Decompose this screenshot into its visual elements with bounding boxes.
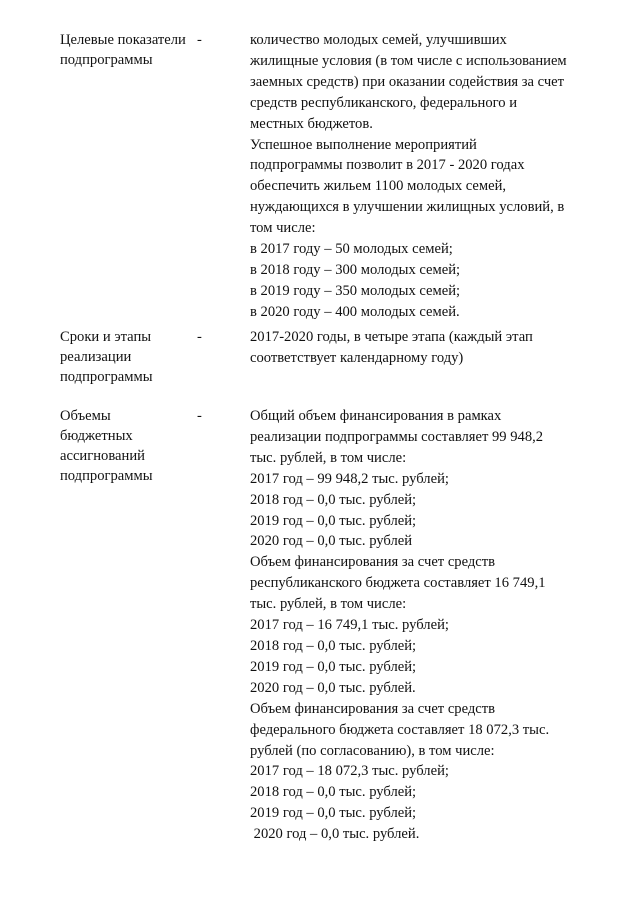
content-line: Общий объем финансирования в рамках (250, 408, 502, 424)
content-line: Успешное выполнение мероприятий (250, 136, 477, 153)
content-line: местных бюджетов. (250, 115, 373, 132)
content-line: 2018 год – 0,0 тыс. рублей; (250, 491, 417, 508)
content-line: в 2017 году – 50 молодых семей; (250, 241, 453, 258)
content-line: 2017 год – 99 948,2 тыс. рублей; (250, 470, 449, 487)
label-line: подпрограммы (60, 52, 153, 68)
content-line: 2018 год – 0,0 тыс. рублей; (250, 637, 417, 654)
content-line: средств республиканского, федерального и (250, 94, 518, 111)
content-line: нуждающихся в улучшении жилищных условий, в (250, 199, 565, 216)
content-line: том числе: (250, 220, 316, 237)
content-line: соответствует календарному году) (250, 349, 464, 366)
content-line: реализации подпрограммы составляет 99 948,2 (250, 428, 544, 445)
content-line: 2020 год – 0,0 тыс. рублей. (250, 679, 416, 696)
content-line: Объем финансирования за счет средств (250, 700, 496, 717)
content-line: количество молодых семей, улучшивших (250, 32, 507, 48)
content-line: 2020 год – 0,0 тыс. рублей (250, 533, 413, 550)
content-line: Объем финансирования за счет средств (250, 554, 496, 571)
content-line: подпрограммы позволит в 2017 - 2020 годах (250, 157, 525, 174)
section-content (250, 327, 610, 369)
label-line: Объемы (60, 408, 111, 424)
dash-separator: - (197, 329, 202, 345)
section-label (60, 30, 190, 70)
section-label (60, 327, 190, 387)
content-line: 2017 год – 18 072,3 тыс. рублей; (250, 763, 449, 780)
content-line: в 2018 году – 300 молодых семей; (250, 261, 461, 278)
section-content (250, 406, 610, 845)
content-line: 2019 год – 0,0 тыс. рублей; (250, 512, 417, 529)
content-line: тыс. рублей, в том числе: (250, 449, 407, 466)
content-line: обеспечить жильем 1100 молодых семей, (250, 178, 507, 195)
section-label (60, 406, 190, 486)
label-line: подпрограммы (60, 369, 153, 385)
content-line: рублей (по согласованию), в том числе: (250, 742, 495, 759)
content-line: 2017-2020 годы, в четыре этапа (каждый этап (250, 329, 533, 345)
label-line: подпрограммы (60, 468, 153, 484)
content-line: 2019 год – 0,0 тыс. рублей; (250, 658, 417, 675)
content-line: тыс. рублей, в том числе: (250, 596, 407, 613)
content-line: 2019 год – 0,0 тыс. рублей; (250, 805, 417, 822)
content-line: жилищные условия (в том числе с использованием (250, 52, 567, 69)
label-line: Сроки и этапы (60, 329, 152, 345)
content-line: 2018 год – 0,0 тыс. рублей; (250, 784, 417, 801)
content-line: республиканского бюджета составляет 16 749,1 (250, 575, 546, 592)
dash-separator: - (197, 408, 202, 424)
label-line: бюджетных (60, 428, 133, 444)
content-line: в 2019 году – 350 молодых семей; (250, 282, 461, 299)
label-line: Целевые показатели (60, 32, 186, 48)
dash-separator: - (197, 32, 202, 48)
content-line: 2020 год – 0,0 тыс. рублей. (250, 826, 420, 843)
content-line: 2017 год – 16 749,1 тыс. рублей; (250, 617, 449, 634)
section-content (250, 30, 610, 323)
content-line: федерального бюджета составляет 18 072,3 тыс. (250, 721, 550, 738)
label-line: реализации (60, 349, 132, 365)
content-line: заемных средств) при оказании содействия за счет (250, 73, 565, 90)
content-line: в 2020 году – 400 молодых семей. (250, 303, 460, 320)
label-line: ассигнований (60, 448, 145, 464)
